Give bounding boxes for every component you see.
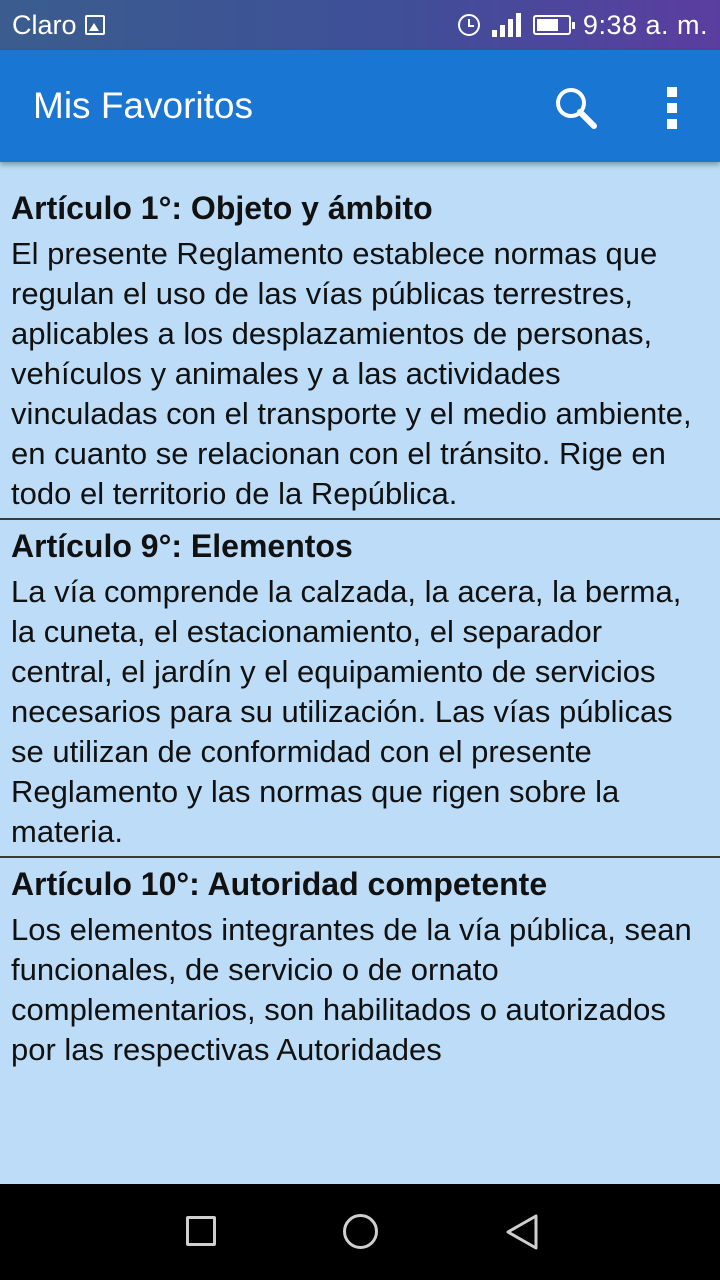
back-icon[interactable]: [502, 1212, 542, 1252]
favorite-article[interactable]: [0, 858, 720, 1074]
article-body: El presente Reglamento establece normas que regulan el uso de las vías públicas terrestres, aplicables a los desplazamientos de personas, vehículos y animales y a las actividades vinculadas con el transporte y el medio ambiente, en cuanto se relacionan con el tránsito. Rige en todo el territorio de la República.: [11, 236, 692, 511]
favorite-article[interactable]: [0, 162, 720, 520]
article-title: Artículo 10°: Autoridad competente: [11, 866, 548, 902]
search-icon: [552, 84, 600, 132]
article-body: La vía comprende la calzada, la acera, la berma, la cuneta, el estacionamiento, el separador central, el jardín y el equipamiento de servicios necesarios para su utilización. Las vías públicas se utilizan de conformidad con el presente Reglamento y las normas que rigen sobre la materia.: [11, 574, 682, 849]
carrier-name: Claro: [12, 9, 77, 40]
favorite-article[interactable]: [0, 520, 720, 858]
overflow-menu-button[interactable]: [650, 80, 694, 136]
article-body: Los elementos integrantes de la vía pública, sean funcionales, de servicio o de ornato complementarios, son habilitados o autorizados por las respectivas Autoridades: [11, 912, 692, 1067]
overflow-menu-icon: [667, 87, 677, 97]
favorites-list[interactable]: [0, 162, 720, 1086]
recents-icon[interactable]: [186, 1216, 216, 1246]
image-notification-icon: [85, 15, 105, 35]
alarm-icon: [458, 14, 480, 36]
status-icons: [458, 10, 708, 41]
app-bar: [0, 50, 720, 162]
article-title: Artículo 9°: Elementos: [11, 528, 353, 564]
home-icon[interactable]: [343, 1214, 378, 1249]
battery-icon: [533, 15, 571, 35]
search-button[interactable]: [548, 80, 604, 136]
signal-icon: [492, 13, 521, 37]
status-bar: [0, 0, 720, 50]
article-title: Artículo 1°: Objeto y ámbito: [11, 190, 433, 226]
clock: 9:38 a. m.: [582, 9, 708, 40]
page-title: Mis Favoritos: [33, 85, 253, 126]
navigation-bar: [0, 1184, 720, 1280]
